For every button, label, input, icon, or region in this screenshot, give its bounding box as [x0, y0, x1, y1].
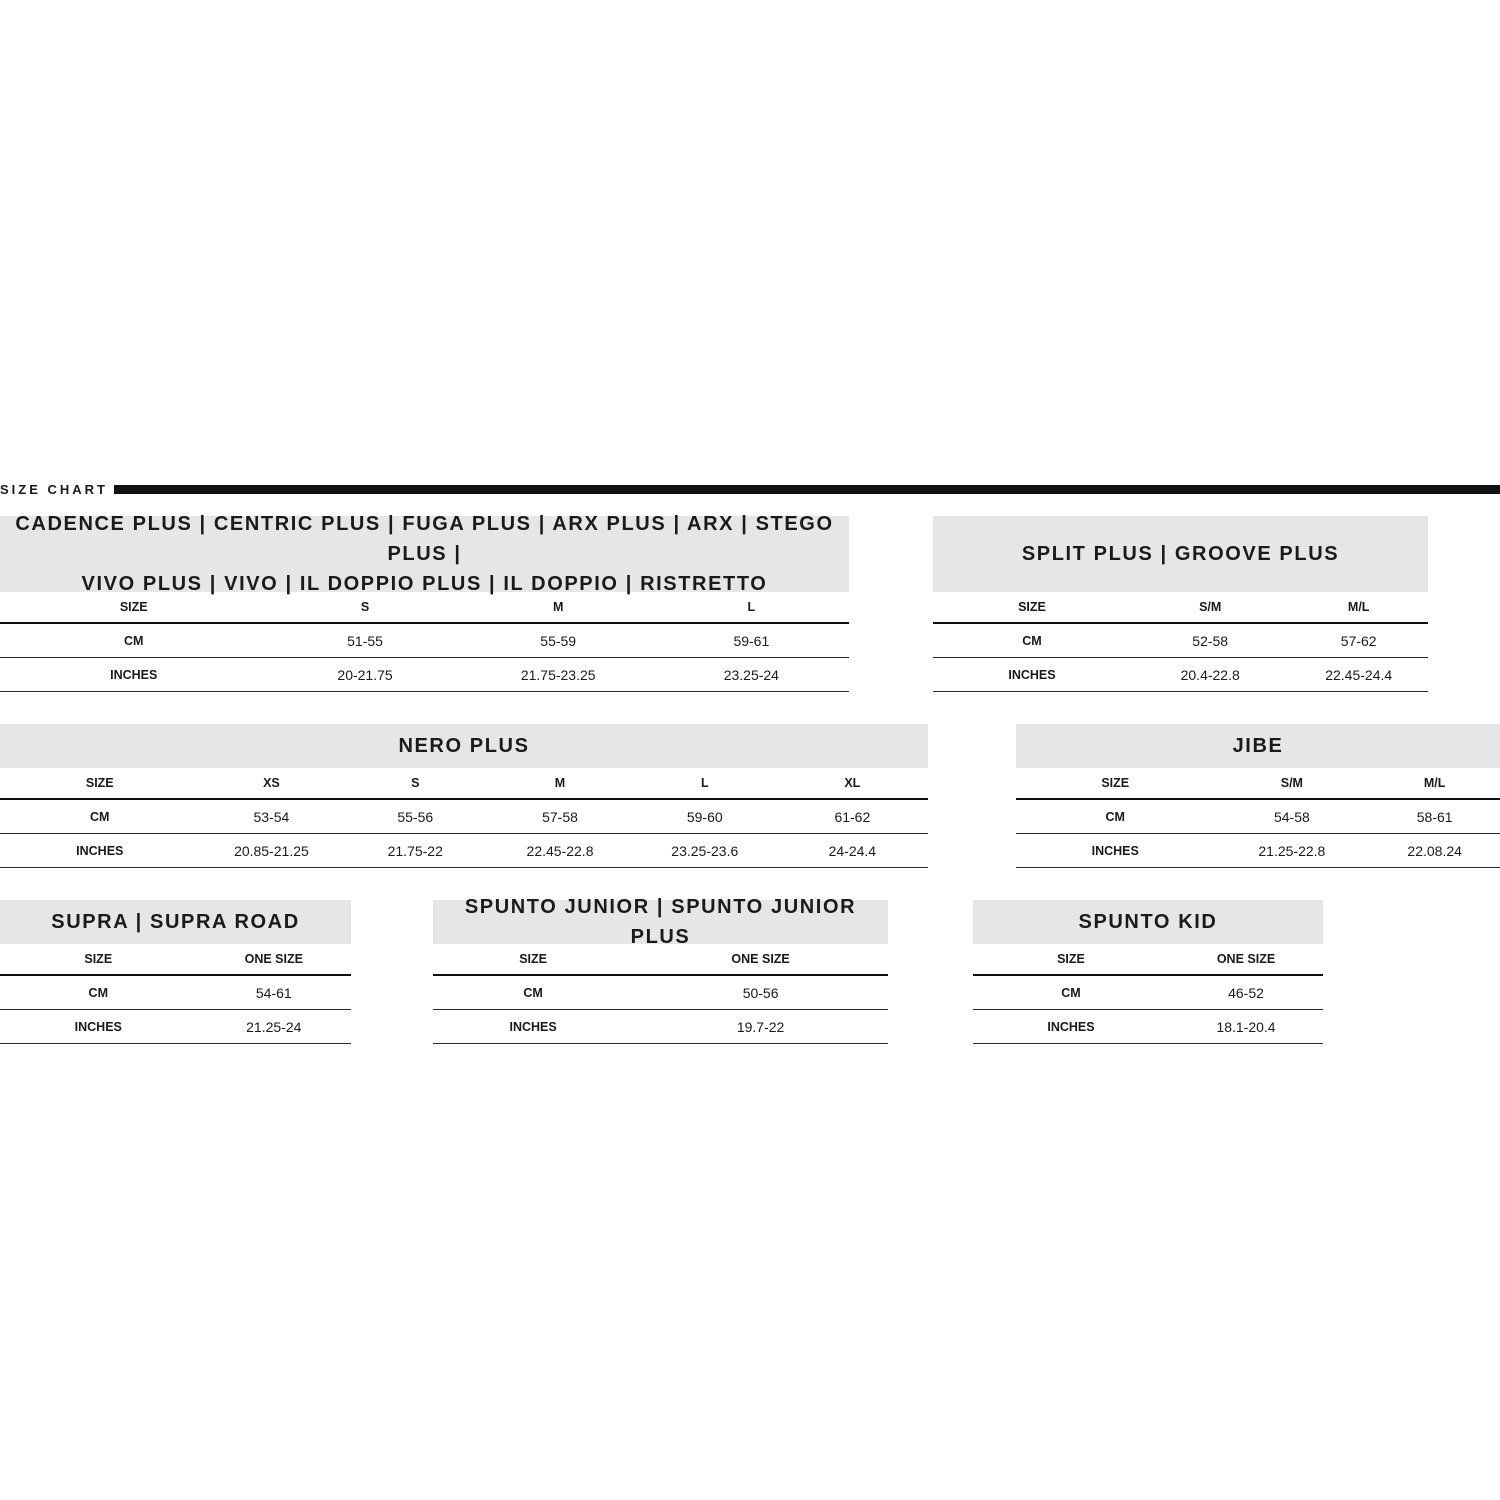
column-header: S/M — [1131, 592, 1289, 623]
size-table — [1016, 768, 1500, 868]
table-header-row — [973, 944, 1323, 975]
table-row — [1016, 834, 1500, 868]
row-label: INCHES — [433, 1010, 633, 1044]
table-cell: 21.25-22.8 — [1214, 834, 1369, 868]
table-row — [433, 1010, 888, 1044]
table-cell: 22.08.24 — [1369, 834, 1500, 868]
table-cell: 53-54 — [200, 799, 344, 834]
table-cell: 57-58 — [487, 799, 633, 834]
table-header-row — [0, 944, 351, 975]
table-cell: 55-59 — [463, 623, 654, 658]
title-line: CADENCE PLUS | CENTRIC PLUS | FUGA PLUS | ARX PLUS | ARX | STEGO PLUS | — [15, 513, 834, 565]
row-label: CM — [933, 623, 1131, 658]
size-table-supra — [0, 900, 351, 1044]
row-label: CM — [1016, 799, 1214, 834]
title-line: SUPRA | SUPRA ROAD — [51, 911, 300, 933]
table-cell: 20.85-21.25 — [200, 834, 344, 868]
table-cell: 19.7-22 — [633, 1010, 888, 1044]
size-table-nero-plus — [0, 724, 928, 868]
table-row — [1016, 799, 1500, 834]
column-header: S — [267, 592, 462, 623]
size-table-spunto-kid — [973, 900, 1323, 1044]
table-header-row — [1016, 768, 1500, 799]
size-chart-header — [0, 479, 1500, 499]
size-chart-title: SIZE CHART — [0, 481, 108, 497]
row-label: INCHES — [973, 1010, 1169, 1044]
table-row — [0, 834, 928, 868]
header-rule — [114, 485, 1500, 494]
table-row — [933, 623, 1428, 658]
column-header: ONE SIZE — [633, 944, 888, 975]
table-title — [0, 724, 928, 768]
table-title — [433, 896, 888, 948]
column-header: S — [343, 768, 487, 799]
column-header: SIZE — [933, 592, 1131, 623]
title-line: SPLIT PLUS | GROOVE PLUS — [1021, 543, 1340, 565]
size-table-spunto-junior — [433, 896, 888, 1044]
size-table — [433, 944, 888, 1044]
table-row — [0, 623, 849, 658]
table-row — [973, 1010, 1323, 1044]
table-cell: 21.75-22 — [343, 834, 487, 868]
title-line: SPUNTO JUNIOR | SPUNTO JUNIOR PLUS — [464, 896, 857, 948]
table-row — [0, 975, 351, 1010]
table-cell: 20.4-22.8 — [1131, 658, 1289, 692]
size-table-split-groove — [933, 516, 1428, 692]
title-line: SPUNTO KID — [1078, 911, 1218, 933]
table-cell: 59-61 — [654, 623, 849, 658]
table-cell: 61-62 — [777, 799, 928, 834]
column-header: SIZE — [0, 592, 267, 623]
table-cell: 22.45-22.8 — [487, 834, 633, 868]
table-row — [433, 975, 888, 1010]
table-cell: 20-21.75 — [267, 658, 462, 692]
size-table-jibe — [1016, 724, 1500, 868]
column-header: SIZE — [1016, 768, 1214, 799]
table-header-row — [933, 592, 1428, 623]
column-header: XL — [777, 768, 928, 799]
column-header: XS — [200, 768, 344, 799]
table-cell: 21.25-24 — [197, 1010, 351, 1044]
column-header: SIZE — [433, 944, 633, 975]
table-row — [0, 1010, 351, 1044]
table-cell: 55-56 — [343, 799, 487, 834]
table-row — [973, 975, 1323, 1010]
table-title — [973, 900, 1323, 944]
table-row — [0, 799, 928, 834]
row-label: CM — [0, 799, 200, 834]
size-table — [0, 944, 351, 1044]
column-header: M/L — [1369, 768, 1500, 799]
title-line: VIVO PLUS | VIVO | IL DOPPIO PLUS | IL DOPPIO | RISTRETTO — [81, 573, 768, 595]
size-table — [933, 592, 1428, 692]
row-label: INCHES — [0, 658, 267, 692]
table-cell: 58-61 — [1369, 799, 1500, 834]
table-title — [933, 516, 1428, 592]
column-header: M — [487, 768, 633, 799]
table-row — [933, 658, 1428, 692]
table-cell: 23.25-23.6 — [633, 834, 777, 868]
size-table — [0, 768, 928, 868]
table-cell: 46-52 — [1169, 975, 1323, 1010]
table-cell: 22.45-24.4 — [1289, 658, 1428, 692]
table-cell: 23.25-24 — [654, 658, 849, 692]
table-title — [1016, 724, 1500, 768]
table-cell: 52-58 — [1131, 623, 1289, 658]
table-cell: 24-24.4 — [777, 834, 928, 868]
column-header: L — [654, 592, 849, 623]
column-header: SIZE — [973, 944, 1169, 975]
table-title — [0, 513, 849, 595]
column-header: SIZE — [0, 944, 197, 975]
table-cell: 54-61 — [197, 975, 351, 1010]
table-cell: 51-55 — [267, 623, 462, 658]
table-cell: 59-60 — [633, 799, 777, 834]
row-label: CM — [973, 975, 1169, 1010]
column-header: L — [633, 768, 777, 799]
table-cell: 21.75-23.25 — [463, 658, 654, 692]
column-header: ONE SIZE — [1169, 944, 1323, 975]
table-title — [0, 900, 351, 944]
size-table — [0, 592, 849, 692]
title-line: JIBE — [1232, 735, 1284, 757]
table-header-row — [0, 768, 928, 799]
size-table — [973, 944, 1323, 1044]
column-header: M — [463, 592, 654, 623]
row-label: INCHES — [1016, 834, 1214, 868]
row-label: INCHES — [933, 658, 1131, 692]
table-row — [0, 658, 849, 692]
column-header: SIZE — [0, 768, 200, 799]
table-cell: 18.1-20.4 — [1169, 1010, 1323, 1044]
size-table-cadence-group — [0, 513, 849, 692]
row-label: CM — [0, 975, 197, 1010]
column-header: M/L — [1289, 592, 1428, 623]
row-label: CM — [433, 975, 633, 1010]
table-cell: 54-58 — [1214, 799, 1369, 834]
column-header: S/M — [1214, 768, 1369, 799]
title-line: NERO PLUS — [398, 735, 530, 757]
table-cell: 57-62 — [1289, 623, 1428, 658]
row-label: INCHES — [0, 1010, 197, 1044]
column-header: ONE SIZE — [197, 944, 351, 975]
row-label: CM — [0, 623, 267, 658]
table-cell: 50-56 — [633, 975, 888, 1010]
row-label: INCHES — [0, 834, 200, 868]
